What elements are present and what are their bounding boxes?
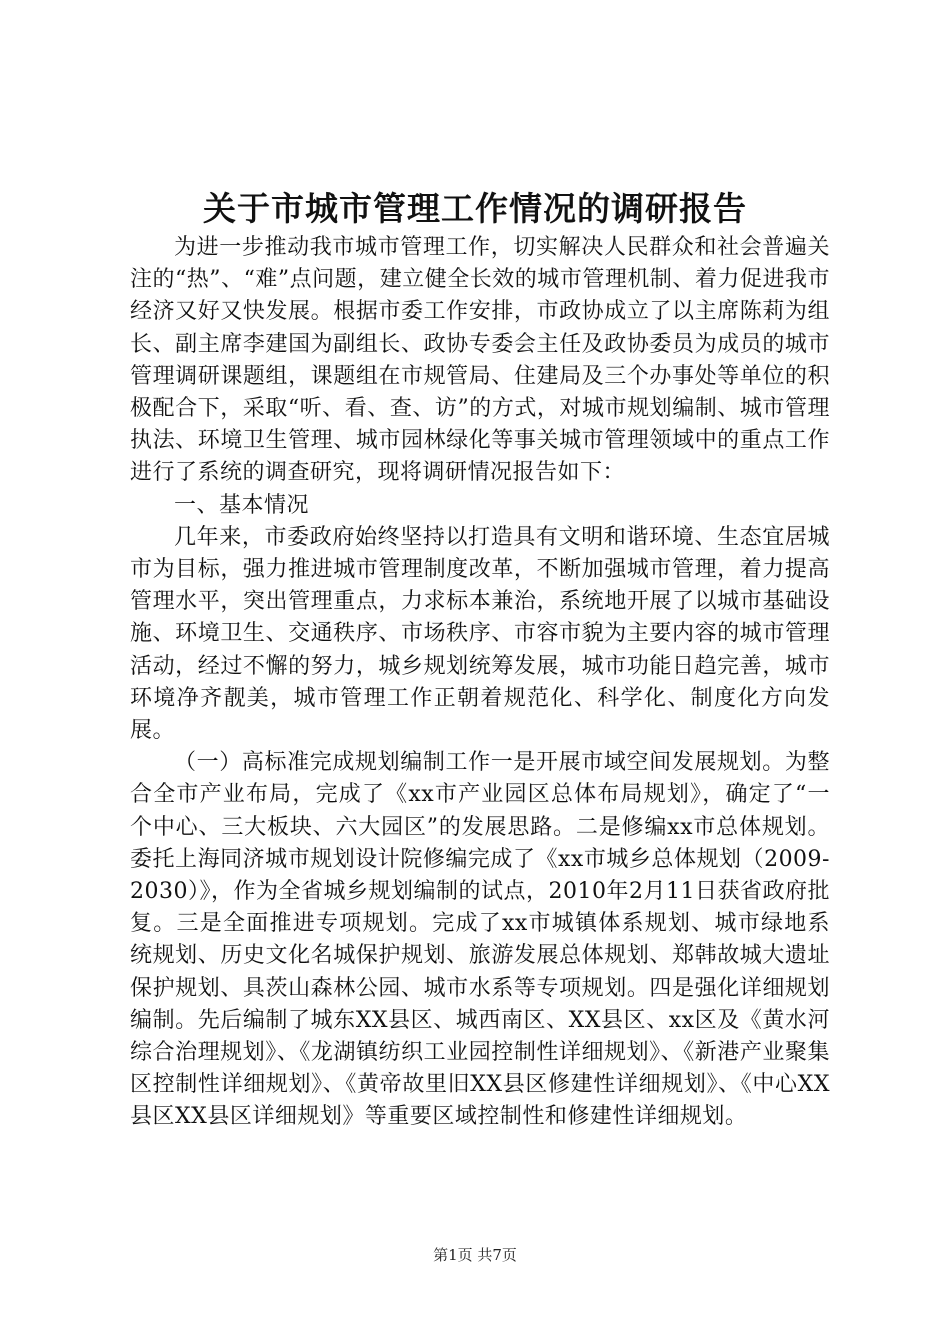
basic-situation-paragraph: 几年来，市委政府始终坚持以打造具有文明和谐环境、生态宜居城市为目标，强力推进城市管理制度改革，不断加强城市管理，着力提高管理水平，突出管理重点，力求标本兼治，系统地开展了以城市基础设施、环境卫生、交通秩序、市场秩序、市容市貌为主要内容的城市管理活动，经过不懈的努力，城乡规划统筹发展，城市功能日趋完善，城市环境净齐靓美，城市管理工作正朝着规范化、科学化、制度化方向发展。 xyxy=(130,524,830,744)
document-body xyxy=(130,232,830,1134)
document-title: 关于市城市管理工作情况的调研报告 xyxy=(203,189,747,228)
page-footer: 第1页 共7页 xyxy=(433,1246,517,1264)
intro-paragraph: 为进一步推动我市城市管理工作，切实解决人民群众和社会普遍关注的“热”、“难”点问题，建立健全长效的城市管理机制、着力促进我市经济又好又快发展。根据市委工作安排，市政协成立了以主席陈莉为组长、副主席李建国为副组长、政协专委会主任及政协委员为成员的城市管理调研课题组，课题组在市规管局、住建局及三个办事处等单位的积极配合下，采取“听、看、查、访”的方式，对城市规划编制、城市管理执法、环境卫生管理、城市园林绿化等事关城市管理领域中的重点工作进行了系统的调查研究，现将调研情况报告如下： xyxy=(130,235,830,486)
section-heading-basic-situation: 一、基本情况 xyxy=(174,492,310,518)
planning-paragraph: （一）高标准完成规划编制工作一是开展市域空间发展规划。为整合全市产业布局，完成了《xx市产业园区总体布局规划》，确定了“一个中心、三大板块、六大园区”的发展思路。二是修编xx市总体规划。委托上海同济城市规划设计院修编完成了《xx市城乡总体规划（2009-2030）》，作为全省城乡规划编制的试点，2010年2月11日获省政府批复。三是全面推进专项规划。完成了xx市城镇体系规划、城市绿地系统规划、历史文化名城保护规划、旅游发展总体规划、郑韩故城大遗址保护规划、具茨山森林公园、城市水系等专项规划。四是强化详细规划编制。先后编制了城东XX县区、城西南区、XX县区、xx区及《黄水河综合治理规划》、《龙湖镇纺织工业园控制性详细规划》、《新港产业聚集区控制性详细规划》、《黄帝故里旧XX县区修建性详细规划》、《中心XX县区XX县区详细规划》等重要区域控制性和修建性详细规划。 xyxy=(130,750,830,1130)
